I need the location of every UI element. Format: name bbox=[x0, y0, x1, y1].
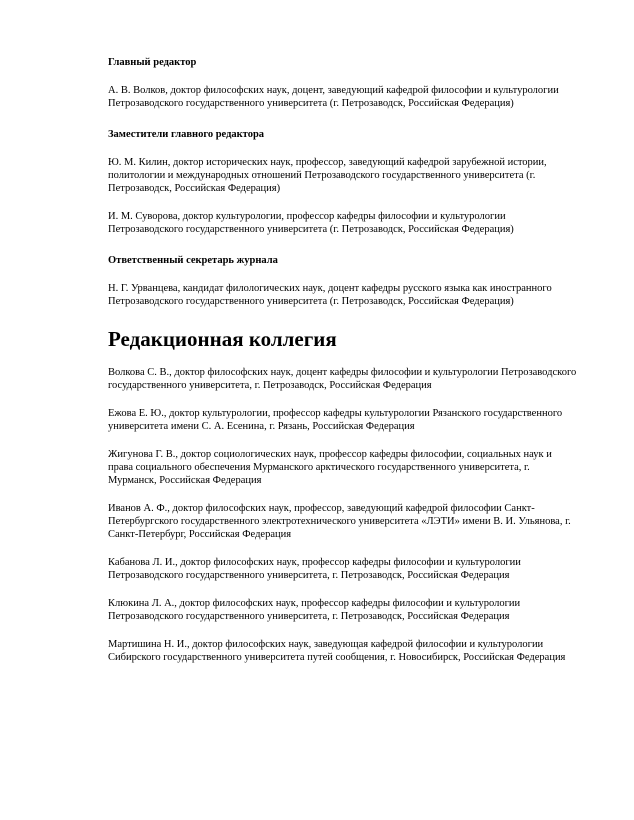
document-page bbox=[108, 52, 578, 664]
editorial-board-list bbox=[108, 366, 578, 664]
secretary-entry: Н. Г. Урванцева, кандидат филологических наук, доцент кафедры русского языка как иностранного Петрозаводского государственного университета (г. Петрозаводск, Российская Федерация) bbox=[108, 283, 552, 307]
chief-editor-entry: А. В. Волков, доктор философских наук, доцент, заведующий кафедрой философии и культурологии Петрозаводского государственного университета (г. Петрозаводск, Российская Федерация) bbox=[108, 85, 559, 109]
deputy-entry: И. М. Суворова, доктор культурологии, профессор кафедры философии и культурологии Петрозаводского государственного университета (г. Петрозаводск, Российская Федерация) bbox=[108, 211, 514, 235]
board-member-entry: Волкова С. В., доктор философских наук, доцент кафедры философии и культурологии Петрозаводского государственного университета, г. Петрозаводск, Российская Федерация bbox=[108, 367, 577, 391]
secretary-heading: Ответственный секретарь журнала bbox=[108, 255, 278, 266]
board-member-entry: Мартишина Н. И., доктор философских наук, заведующая кафедрой философии и культурологии Сибирского государственного университета путей сообщения, г. Новосибирск, Российская Федерация bbox=[108, 639, 566, 663]
editorial-board-heading: Редакционная коллегия bbox=[108, 327, 337, 351]
board-member-entry: Жигунова Г. В., доктор социологических наук, профессор кафедры философии, социальных наук и права социального обеспечения Мурманского арктического государственного университета, г. Мурманск, Российская Федерация bbox=[108, 449, 552, 486]
board-member-entry: Иванов А. Ф., доктор философских наук, профессор, заведующий кафедрой философии Санкт-Петербургского государственного электротехнического университета «ЛЭТИ» имени В. И. Ульянова, г. Санкт-Петербург, Российская Федерация bbox=[108, 503, 571, 540]
board-member-entry: Кабанова Л. И., доктор философских наук, профессор кафедры философии и культурологии Петрозаводского государственного университета, г. Петрозаводск, Российская Федерация bbox=[108, 557, 521, 581]
board-member-entry: Ежова Е. Ю., доктор культурологии, профессор кафедры культурологии Рязанского государственного университета имени С. А. Есенина, г. Рязань, Российская Федерация bbox=[108, 408, 563, 432]
deputies-heading: Заместители главного редактора bbox=[108, 129, 265, 140]
deputy-entry: Ю. М. Килин, доктор исторических наук, профессор, заведующий кафедрой зарубежной истории, политологии и международных отношений Петрозаводского государственного университета (г. Петрозаводск, Российская Федерация) bbox=[108, 157, 547, 194]
board-member-entry: Клюкина Л. А., доктор философских наук, профессор кафедры философии и культурологии Петрозаводского государственного университета, г. Петрозаводск, Российская Федерация bbox=[108, 598, 521, 622]
chief-editor-heading: Главный редактор bbox=[108, 57, 197, 68]
